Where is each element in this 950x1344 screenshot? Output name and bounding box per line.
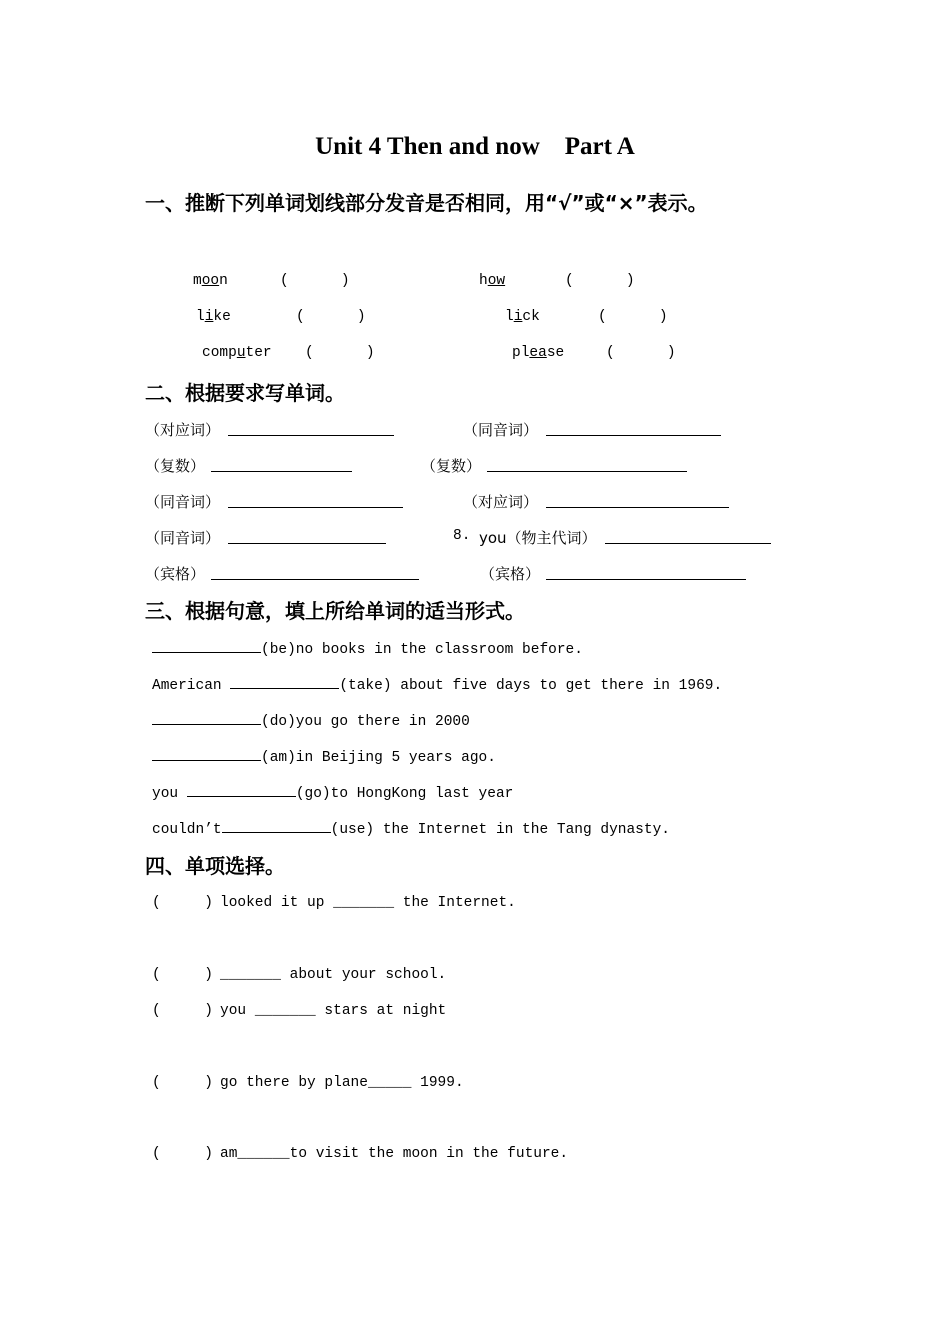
answer-blank[interactable]: [228, 423, 394, 436]
answer-paren[interactable]: ( ): [565, 273, 635, 289]
choice-question: am______to visit the moon in the future.: [220, 1146, 569, 1162]
fill-sentence: you (go)to HongKong last year: [152, 786, 514, 802]
fill-sentence: (be)no books in the classroom before.: [152, 640, 583, 658]
answer-blank[interactable]: [546, 495, 729, 508]
word-computer: computer: [202, 345, 272, 361]
word-hint: （对应词）: [463, 493, 539, 511]
item-number: 8.: [453, 528, 471, 544]
answer-blank[interactable]: [152, 748, 261, 761]
section3-heading: 三、根据句意，填上所给单词的适当形式。: [145, 599, 525, 623]
word-hint: （宾格）: [145, 565, 206, 583]
word-hint: （同音词）: [145, 529, 221, 547]
answer-paren[interactable]: ( ): [305, 345, 375, 361]
answer-paren[interactable]: ( ): [296, 309, 366, 325]
word-like: like: [196, 309, 231, 325]
word-hint: （同音词）: [145, 493, 221, 511]
answer-blank[interactable]: [152, 640, 261, 653]
answer-blank[interactable]: [187, 784, 296, 797]
fill-sentence: (am)in Beijing 5 years ago.: [152, 748, 496, 766]
answer-paren[interactable]: ( ): [152, 895, 213, 911]
choice-question: looked it up _______ the Internet.: [220, 895, 516, 911]
choice-question: go there by plane_____ 1999.: [220, 1075, 464, 1091]
answer-blank[interactable]: [152, 712, 261, 725]
answer-blank[interactable]: [228, 495, 403, 508]
answer-blank[interactable]: [228, 531, 386, 544]
fill-sentence: American (take) about five days to get there in 1969.: [152, 678, 723, 694]
answer-blank[interactable]: [211, 459, 352, 472]
word-hint: （复数）: [421, 457, 482, 475]
section4-heading: 四、单项选择。: [145, 854, 285, 878]
word-hint: you（物主代词）: [479, 529, 597, 547]
answer-paren[interactable]: ( ): [152, 1146, 213, 1162]
answer-blank[interactable]: [211, 567, 419, 580]
word-hint: （复数）: [145, 457, 206, 475]
word-lick: lick: [505, 309, 540, 325]
answer-blank[interactable]: [230, 676, 339, 689]
word-please: please: [512, 345, 565, 361]
answer-paren[interactable]: ( ): [152, 967, 213, 983]
answer-blank[interactable]: [546, 423, 721, 436]
word-hint: （宾格）: [480, 565, 541, 583]
answer-blank[interactable]: [605, 531, 771, 544]
answer-paren[interactable]: ( ): [152, 1075, 213, 1091]
fill-sentence: (do)you go there in 2000: [152, 712, 470, 730]
answer-paren[interactable]: ( ): [152, 1003, 213, 1019]
answer-blank[interactable]: [546, 567, 746, 580]
answer-paren[interactable]: ( ): [598, 309, 668, 325]
word-hint: （同音词）: [463, 421, 539, 439]
answer-paren[interactable]: ( ): [280, 273, 350, 289]
choice-question: you _______ stars at night: [220, 1003, 447, 1019]
word-moon: moon: [193, 273, 228, 289]
section1-heading: 一、推断下列单词划线部分发音是否相同，用“√”或“×”表示。: [145, 191, 708, 215]
answer-blank[interactable]: [222, 820, 331, 833]
page-title: Unit 4 Then and now Part A: [315, 133, 635, 160]
word-how: how: [479, 273, 506, 289]
section2-heading: 二、根据要求写单词。: [145, 381, 345, 405]
answer-paren[interactable]: ( ): [606, 345, 676, 361]
word-hint: （对应词）: [145, 421, 221, 439]
fill-sentence: couldn’t (use) the Internet in the Tang dynasty.: [152, 822, 670, 838]
answer-blank[interactable]: [487, 459, 687, 472]
choice-question: _______ about your school.: [220, 967, 447, 983]
